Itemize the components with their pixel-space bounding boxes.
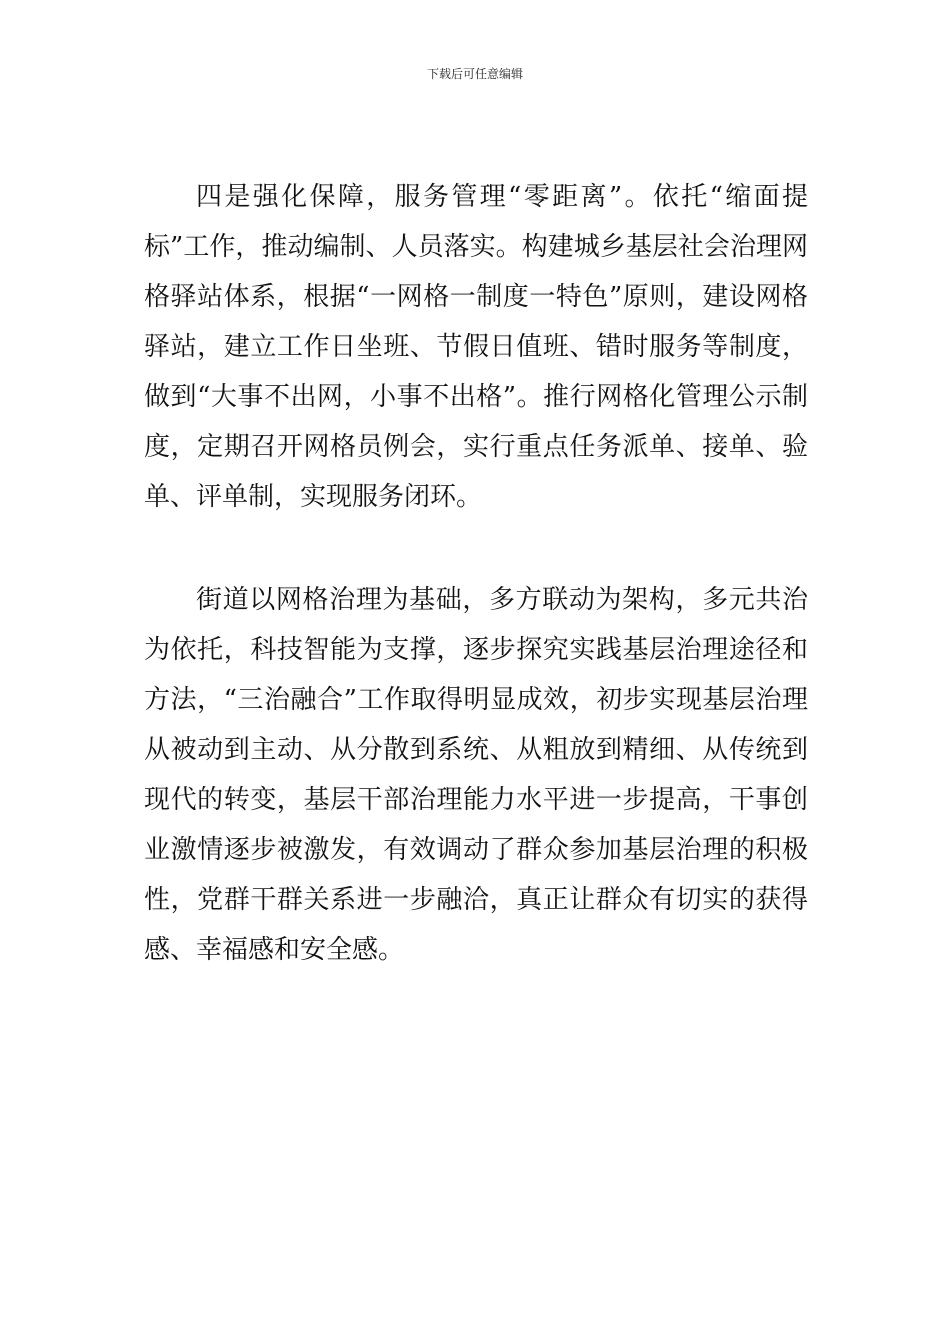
paragraph-guarantee: 四是强化保障，服务管理“零距离”。依托“缩面提标”工作，推动编制、人员落实。构建城乡基层社会治理网格驿站体系，根据“一网格一制度一特色”原则，建设网格驿站，建立工作日坐班、节假日值班、错时服务等制度，做到“大事不出网，小事不出格”。推行网格化管理公示制度，定期召开网格员例会，实行重点任务派单、接单、验单、评单制，实现服务闭环。: [144, 182, 808, 512]
paragraph-summary: 街道以网格治理为基础，多方联动为架构，多元共治为依托，科技智能为支撑，逐步探究实践基层治理途径和方法，“三治融合”工作取得明显成效，初步实现基层治理从被动到主动、从分散到系统、从粗放到精细、从传统到现代的转变，基层干部治理能力水平进一步提高，干事创业激情逐步被激发，有效调动了群众参加基层治理的积极性，党群干群关系进一步融洽，真正让群众有切实的获得感、幸福感和安全感。: [144, 585, 808, 965]
page-header: 下载后可任意编辑: [426, 67, 523, 81]
